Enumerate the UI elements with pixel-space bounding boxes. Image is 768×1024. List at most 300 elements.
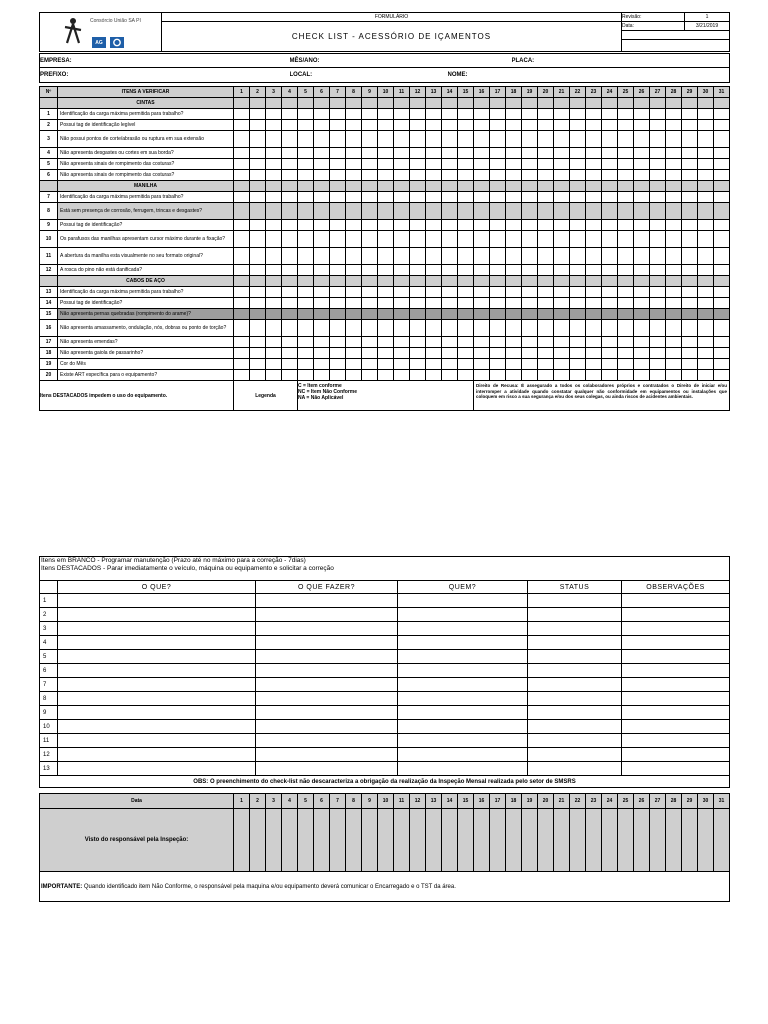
check-cell[interactable] xyxy=(490,109,506,120)
plan-cell[interactable] xyxy=(528,636,622,650)
check-cell[interactable] xyxy=(698,359,714,370)
check-cell[interactable] xyxy=(522,287,538,298)
check-cell[interactable] xyxy=(458,192,474,203)
check-cell[interactable] xyxy=(554,348,570,359)
check-cell[interactable] xyxy=(602,120,618,131)
check-cell[interactable] xyxy=(474,148,490,159)
check-cell[interactable] xyxy=(426,231,442,248)
check-cell[interactable] xyxy=(554,120,570,131)
check-cell[interactable] xyxy=(714,148,730,159)
check-cell[interactable] xyxy=(474,298,490,309)
plan-cell[interactable] xyxy=(256,650,398,664)
check-cell[interactable] xyxy=(522,231,538,248)
plan-cell[interactable] xyxy=(622,664,730,678)
check-cell[interactable] xyxy=(314,320,330,337)
check-cell[interactable] xyxy=(634,320,650,337)
check-cell[interactable] xyxy=(538,192,554,203)
signature-cell[interactable] xyxy=(410,809,426,872)
check-cell[interactable] xyxy=(522,337,538,348)
check-cell[interactable] xyxy=(490,220,506,231)
check-cell[interactable] xyxy=(394,120,410,131)
plan-cell[interactable] xyxy=(256,692,398,706)
check-cell[interactable] xyxy=(298,159,314,170)
plan-cell[interactable] xyxy=(528,706,622,720)
check-cell[interactable] xyxy=(458,220,474,231)
check-cell[interactable] xyxy=(250,370,266,381)
signature-cell[interactable] xyxy=(698,809,714,872)
check-cell[interactable] xyxy=(250,159,266,170)
check-cell[interactable] xyxy=(474,203,490,220)
plan-cell[interactable] xyxy=(58,720,256,734)
check-cell[interactable] xyxy=(666,120,682,131)
check-cell[interactable] xyxy=(538,320,554,337)
check-cell[interactable] xyxy=(522,109,538,120)
check-cell[interactable] xyxy=(394,131,410,148)
check-cell[interactable] xyxy=(570,370,586,381)
check-cell[interactable] xyxy=(634,192,650,203)
check-cell[interactable] xyxy=(426,120,442,131)
plan-cell[interactable] xyxy=(398,594,528,608)
check-cell[interactable] xyxy=(442,298,458,309)
check-cell[interactable] xyxy=(346,348,362,359)
check-cell[interactable] xyxy=(506,370,522,381)
check-cell[interactable] xyxy=(250,287,266,298)
check-cell[interactable] xyxy=(442,148,458,159)
check-cell[interactable] xyxy=(650,348,666,359)
check-cell[interactable] xyxy=(650,109,666,120)
check-cell[interactable] xyxy=(618,231,634,248)
check-cell[interactable] xyxy=(314,231,330,248)
check-cell[interactable] xyxy=(490,248,506,265)
check-cell[interactable] xyxy=(714,192,730,203)
check-cell[interactable] xyxy=(298,170,314,181)
check-cell[interactable] xyxy=(458,298,474,309)
check-cell[interactable] xyxy=(490,148,506,159)
check-cell[interactable] xyxy=(442,220,458,231)
check-cell[interactable] xyxy=(586,231,602,248)
check-cell[interactable] xyxy=(410,203,426,220)
check-cell[interactable] xyxy=(634,109,650,120)
check-cell[interactable] xyxy=(426,248,442,265)
check-cell[interactable] xyxy=(378,265,394,276)
check-cell[interactable] xyxy=(570,109,586,120)
plan-cell[interactable] xyxy=(398,762,528,776)
check-cell[interactable] xyxy=(314,337,330,348)
check-cell[interactable] xyxy=(378,298,394,309)
check-cell[interactable] xyxy=(250,298,266,309)
check-cell[interactable] xyxy=(570,287,586,298)
check-cell[interactable] xyxy=(538,309,554,320)
check-cell[interactable] xyxy=(346,337,362,348)
plan-cell[interactable] xyxy=(58,650,256,664)
plan-cell[interactable] xyxy=(398,622,528,636)
check-cell[interactable] xyxy=(410,231,426,248)
check-cell[interactable] xyxy=(442,109,458,120)
check-cell[interactable] xyxy=(666,203,682,220)
check-cell[interactable] xyxy=(618,131,634,148)
check-cell[interactable] xyxy=(458,309,474,320)
check-cell[interactable] xyxy=(394,203,410,220)
check-cell[interactable] xyxy=(266,298,282,309)
plan-cell[interactable] xyxy=(622,706,730,720)
check-cell[interactable] xyxy=(314,370,330,381)
check-cell[interactable] xyxy=(666,265,682,276)
signature-cell[interactable] xyxy=(538,809,554,872)
check-cell[interactable] xyxy=(330,192,346,203)
check-cell[interactable] xyxy=(522,192,538,203)
check-cell[interactable] xyxy=(298,148,314,159)
check-cell[interactable] xyxy=(410,298,426,309)
check-cell[interactable] xyxy=(506,348,522,359)
check-cell[interactable] xyxy=(394,265,410,276)
check-cell[interactable] xyxy=(634,298,650,309)
check-cell[interactable] xyxy=(714,159,730,170)
check-cell[interactable] xyxy=(266,131,282,148)
plan-cell[interactable] xyxy=(398,650,528,664)
check-cell[interactable] xyxy=(346,109,362,120)
check-cell[interactable] xyxy=(666,287,682,298)
check-cell[interactable] xyxy=(442,337,458,348)
check-cell[interactable] xyxy=(586,248,602,265)
check-cell[interactable] xyxy=(682,370,698,381)
check-cell[interactable] xyxy=(554,359,570,370)
check-cell[interactable] xyxy=(666,298,682,309)
check-cell[interactable] xyxy=(618,359,634,370)
signature-cell[interactable] xyxy=(426,809,442,872)
check-cell[interactable] xyxy=(426,287,442,298)
check-cell[interactable] xyxy=(282,159,298,170)
check-cell[interactable] xyxy=(266,170,282,181)
check-cell[interactable] xyxy=(250,120,266,131)
check-cell[interactable] xyxy=(506,109,522,120)
check-cell[interactable] xyxy=(602,348,618,359)
check-cell[interactable] xyxy=(714,298,730,309)
signature-cell[interactable] xyxy=(266,809,282,872)
check-cell[interactable] xyxy=(538,203,554,220)
check-cell[interactable] xyxy=(554,220,570,231)
check-cell[interactable] xyxy=(298,337,314,348)
check-cell[interactable] xyxy=(314,220,330,231)
check-cell[interactable] xyxy=(346,287,362,298)
plan-cell[interactable] xyxy=(528,650,622,664)
check-cell[interactable] xyxy=(362,298,378,309)
check-cell[interactable] xyxy=(234,170,250,181)
check-cell[interactable] xyxy=(538,298,554,309)
check-cell[interactable] xyxy=(410,170,426,181)
check-cell[interactable] xyxy=(458,170,474,181)
check-cell[interactable] xyxy=(282,370,298,381)
check-cell[interactable] xyxy=(570,320,586,337)
check-cell[interactable] xyxy=(458,131,474,148)
check-cell[interactable] xyxy=(314,359,330,370)
plan-cell[interactable] xyxy=(622,720,730,734)
check-cell[interactable] xyxy=(410,120,426,131)
check-cell[interactable] xyxy=(266,370,282,381)
placa-field[interactable]: PLACA: xyxy=(512,54,730,68)
check-cell[interactable] xyxy=(474,192,490,203)
check-cell[interactable] xyxy=(458,159,474,170)
plan-cell[interactable] xyxy=(622,594,730,608)
nome-field[interactable]: NOME: xyxy=(448,68,730,83)
check-cell[interactable] xyxy=(282,320,298,337)
check-cell[interactable] xyxy=(586,370,602,381)
signature-cell[interactable] xyxy=(490,809,506,872)
check-cell[interactable] xyxy=(394,348,410,359)
check-cell[interactable] xyxy=(266,203,282,220)
check-cell[interactable] xyxy=(362,359,378,370)
check-cell[interactable] xyxy=(714,287,730,298)
check-cell[interactable] xyxy=(346,309,362,320)
check-cell[interactable] xyxy=(522,203,538,220)
check-cell[interactable] xyxy=(298,231,314,248)
check-cell[interactable] xyxy=(522,348,538,359)
check-cell[interactable] xyxy=(282,203,298,220)
check-cell[interactable] xyxy=(570,231,586,248)
check-cell[interactable] xyxy=(682,170,698,181)
check-cell[interactable] xyxy=(698,265,714,276)
check-cell[interactable] xyxy=(330,220,346,231)
check-cell[interactable] xyxy=(442,370,458,381)
check-cell[interactable] xyxy=(538,265,554,276)
check-cell[interactable] xyxy=(330,109,346,120)
check-cell[interactable] xyxy=(474,265,490,276)
check-cell[interactable] xyxy=(458,287,474,298)
check-cell[interactable] xyxy=(522,131,538,148)
check-cell[interactable] xyxy=(346,265,362,276)
check-cell[interactable] xyxy=(714,348,730,359)
check-cell[interactable] xyxy=(362,192,378,203)
check-cell[interactable] xyxy=(410,109,426,120)
check-cell[interactable] xyxy=(314,109,330,120)
check-cell[interactable] xyxy=(250,220,266,231)
check-cell[interactable] xyxy=(458,359,474,370)
check-cell[interactable] xyxy=(410,265,426,276)
check-cell[interactable] xyxy=(618,248,634,265)
signature-cell[interactable] xyxy=(714,809,730,872)
check-cell[interactable] xyxy=(330,203,346,220)
check-cell[interactable] xyxy=(682,309,698,320)
check-cell[interactable] xyxy=(250,148,266,159)
check-cell[interactable] xyxy=(698,170,714,181)
check-cell[interactable] xyxy=(442,265,458,276)
check-cell[interactable] xyxy=(314,348,330,359)
check-cell[interactable] xyxy=(234,370,250,381)
check-cell[interactable] xyxy=(554,320,570,337)
check-cell[interactable] xyxy=(394,359,410,370)
check-cell[interactable] xyxy=(346,298,362,309)
check-cell[interactable] xyxy=(346,131,362,148)
check-cell[interactable] xyxy=(314,192,330,203)
check-cell[interactable] xyxy=(634,203,650,220)
check-cell[interactable] xyxy=(634,287,650,298)
plan-cell[interactable] xyxy=(528,762,622,776)
check-cell[interactable] xyxy=(490,359,506,370)
check-cell[interactable] xyxy=(474,337,490,348)
check-cell[interactable] xyxy=(346,370,362,381)
check-cell[interactable] xyxy=(650,287,666,298)
check-cell[interactable] xyxy=(490,287,506,298)
check-cell[interactable] xyxy=(362,120,378,131)
check-cell[interactable] xyxy=(586,192,602,203)
check-cell[interactable] xyxy=(426,192,442,203)
check-cell[interactable] xyxy=(618,170,634,181)
check-cell[interactable] xyxy=(282,348,298,359)
check-cell[interactable] xyxy=(714,231,730,248)
check-cell[interactable] xyxy=(234,265,250,276)
plan-cell[interactable] xyxy=(58,636,256,650)
check-cell[interactable] xyxy=(506,337,522,348)
check-cell[interactable] xyxy=(538,337,554,348)
plan-cell[interactable] xyxy=(622,692,730,706)
check-cell[interactable] xyxy=(442,120,458,131)
check-cell[interactable] xyxy=(714,265,730,276)
check-cell[interactable] xyxy=(714,170,730,181)
plan-cell[interactable] xyxy=(528,678,622,692)
check-cell[interactable] xyxy=(346,248,362,265)
signature-cell[interactable] xyxy=(522,809,538,872)
check-cell[interactable] xyxy=(650,359,666,370)
check-cell[interactable] xyxy=(538,109,554,120)
check-cell[interactable] xyxy=(570,148,586,159)
check-cell[interactable] xyxy=(714,359,730,370)
check-cell[interactable] xyxy=(394,148,410,159)
check-cell[interactable] xyxy=(330,337,346,348)
check-cell[interactable] xyxy=(506,131,522,148)
check-cell[interactable] xyxy=(298,359,314,370)
check-cell[interactable] xyxy=(330,170,346,181)
check-cell[interactable] xyxy=(298,109,314,120)
check-cell[interactable] xyxy=(458,109,474,120)
check-cell[interactable] xyxy=(650,120,666,131)
check-cell[interactable] xyxy=(250,265,266,276)
plan-cell[interactable] xyxy=(256,594,398,608)
check-cell[interactable] xyxy=(490,337,506,348)
check-cell[interactable] xyxy=(506,298,522,309)
check-cell[interactable] xyxy=(330,320,346,337)
check-cell[interactable] xyxy=(394,231,410,248)
check-cell[interactable] xyxy=(618,320,634,337)
check-cell[interactable] xyxy=(570,309,586,320)
check-cell[interactable] xyxy=(682,287,698,298)
check-cell[interactable] xyxy=(234,298,250,309)
check-cell[interactable] xyxy=(314,309,330,320)
check-cell[interactable] xyxy=(282,148,298,159)
check-cell[interactable] xyxy=(474,370,490,381)
check-cell[interactable] xyxy=(650,203,666,220)
check-cell[interactable] xyxy=(506,192,522,203)
check-cell[interactable] xyxy=(570,298,586,309)
check-cell[interactable] xyxy=(666,348,682,359)
check-cell[interactable] xyxy=(410,192,426,203)
check-cell[interactable] xyxy=(586,359,602,370)
check-cell[interactable] xyxy=(506,265,522,276)
plan-cell[interactable] xyxy=(622,762,730,776)
check-cell[interactable] xyxy=(442,359,458,370)
check-cell[interactable] xyxy=(570,359,586,370)
check-cell[interactable] xyxy=(682,320,698,337)
check-cell[interactable] xyxy=(426,320,442,337)
check-cell[interactable] xyxy=(602,170,618,181)
check-cell[interactable] xyxy=(602,309,618,320)
check-cell[interactable] xyxy=(298,287,314,298)
check-cell[interactable] xyxy=(298,320,314,337)
plan-cell[interactable] xyxy=(256,608,398,622)
check-cell[interactable] xyxy=(250,359,266,370)
check-cell[interactable] xyxy=(362,348,378,359)
check-cell[interactable] xyxy=(602,203,618,220)
check-cell[interactable] xyxy=(346,192,362,203)
check-cell[interactable] xyxy=(698,148,714,159)
check-cell[interactable] xyxy=(346,170,362,181)
check-cell[interactable] xyxy=(602,320,618,337)
check-cell[interactable] xyxy=(426,298,442,309)
check-cell[interactable] xyxy=(586,320,602,337)
check-cell[interactable] xyxy=(490,348,506,359)
check-cell[interactable] xyxy=(266,231,282,248)
check-cell[interactable] xyxy=(298,309,314,320)
signature-cell[interactable] xyxy=(298,809,314,872)
plan-cell[interactable] xyxy=(58,734,256,748)
check-cell[interactable] xyxy=(474,248,490,265)
check-cell[interactable] xyxy=(346,203,362,220)
check-cell[interactable] xyxy=(682,348,698,359)
check-cell[interactable] xyxy=(602,220,618,231)
check-cell[interactable] xyxy=(442,320,458,337)
signature-cell[interactable] xyxy=(682,809,698,872)
check-cell[interactable] xyxy=(426,309,442,320)
check-cell[interactable] xyxy=(282,337,298,348)
check-cell[interactable] xyxy=(266,220,282,231)
check-cell[interactable] xyxy=(522,309,538,320)
check-cell[interactable] xyxy=(330,120,346,131)
check-cell[interactable] xyxy=(506,248,522,265)
check-cell[interactable] xyxy=(666,159,682,170)
check-cell[interactable] xyxy=(522,170,538,181)
empresa-field[interactable]: EMPRESA: xyxy=(40,54,290,68)
plan-cell[interactable] xyxy=(622,678,730,692)
check-cell[interactable] xyxy=(602,231,618,248)
check-cell[interactable] xyxy=(682,359,698,370)
signature-cell[interactable] xyxy=(570,809,586,872)
check-cell[interactable] xyxy=(618,337,634,348)
check-cell[interactable] xyxy=(394,220,410,231)
plan-cell[interactable] xyxy=(398,720,528,734)
check-cell[interactable] xyxy=(586,220,602,231)
check-cell[interactable] xyxy=(474,359,490,370)
check-cell[interactable] xyxy=(570,220,586,231)
check-cell[interactable] xyxy=(506,203,522,220)
check-cell[interactable] xyxy=(410,359,426,370)
check-cell[interactable] xyxy=(394,159,410,170)
check-cell[interactable] xyxy=(330,248,346,265)
check-cell[interactable] xyxy=(346,359,362,370)
check-cell[interactable] xyxy=(570,337,586,348)
plan-cell[interactable] xyxy=(256,664,398,678)
check-cell[interactable] xyxy=(330,298,346,309)
check-cell[interactable] xyxy=(458,370,474,381)
check-cell[interactable] xyxy=(442,248,458,265)
check-cell[interactable] xyxy=(362,131,378,148)
check-cell[interactable] xyxy=(650,231,666,248)
check-cell[interactable] xyxy=(714,109,730,120)
check-cell[interactable] xyxy=(378,320,394,337)
check-cell[interactable] xyxy=(618,148,634,159)
check-cell[interactable] xyxy=(250,248,266,265)
check-cell[interactable] xyxy=(426,220,442,231)
check-cell[interactable] xyxy=(618,348,634,359)
check-cell[interactable] xyxy=(234,320,250,337)
check-cell[interactable] xyxy=(250,309,266,320)
